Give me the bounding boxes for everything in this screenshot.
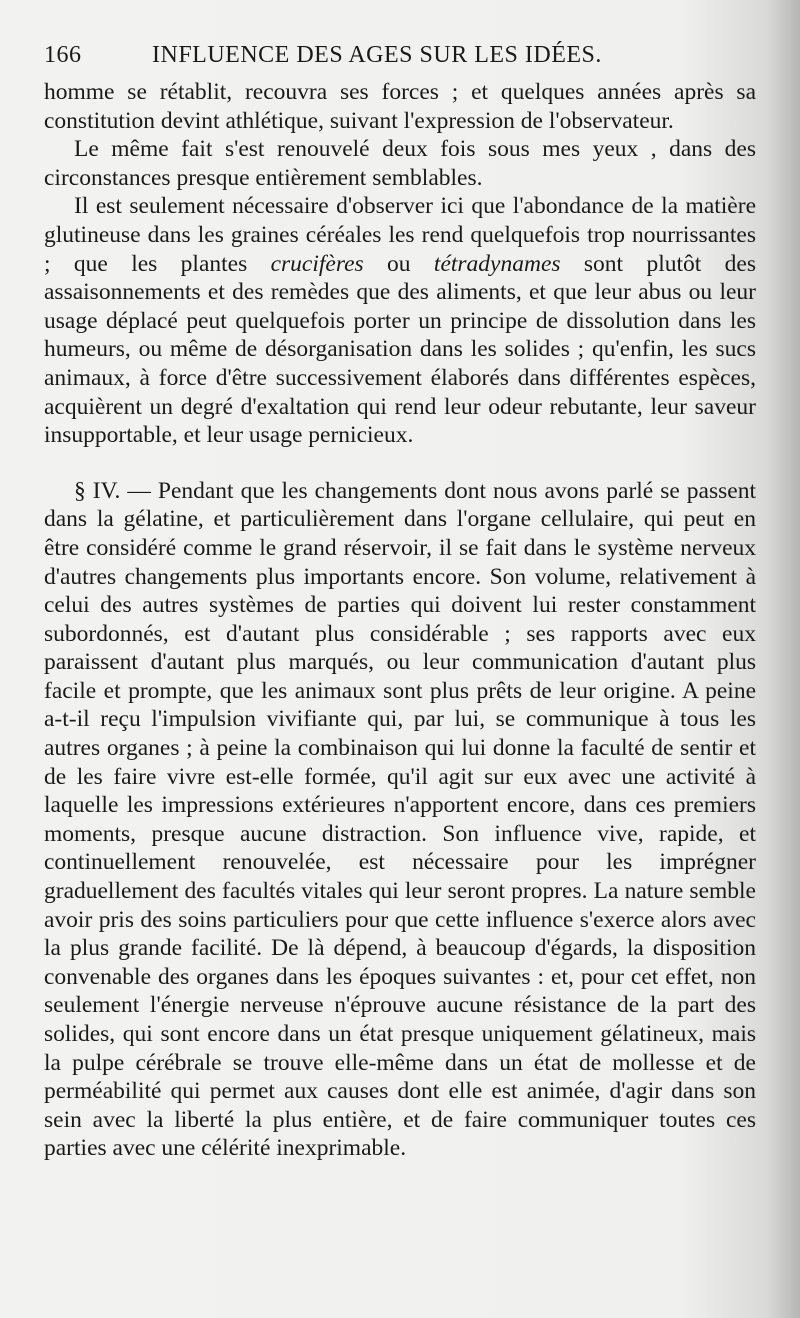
term-tetradynames: tétradynames <box>433 250 561 277</box>
paragraph-3-text-c: ou <box>363 250 434 277</box>
running-title: INFLUENCE DES AGES SUR LES IDÉES. <box>152 42 602 68</box>
paragraph-3-text-a: Il est seulement nécessaire d'observer ici que l'abondance de la matière glutineuse dans les graines céréales les rend quelquefois trop nourrissantes ; que les plantes <box>44 193 756 277</box>
body-text <box>44 78 756 1163</box>
paragraph-1: homme se rétablit, recouvra ses forces ; et quelques années après sa constitution devint athlétique, suivant l'expression de l'observateur. <box>44 79 756 134</box>
paragraph-section-iv: § IV. — Pendant que les changements dont nous avons parlé se passent dans la gélatine, et particulièrement dans l'organe cellulaire, qui peut en être considéré comme le grand réservoir, il se fait dans le système nerveux d'autres changements plus importants encore. Son volume, relativement à celui des autres systèmes de parties qui doivent lui rester constamment subordonnés, est d'autant plus considérable ; ses rapports avec eux paraissent d'autant plus marqués, ou leur communication d'autant plus facile et prompte, que les animaux sont plus prêts de leur origine. A peine a-t-il reçu l'impulsion vivifiante qui, par lui, se communique à tous les autres organes ; à peine la combinaison qui lui donne la faculté de sentir et de les faire vivre est-elle formée, qu'il agit sur eux avec une activité à laquelle les impressions extérieures n'apportent encore, dans ces premiers moments, presque aucune distraction. Son influence vive, rapide, et continuellement renouvelée, est nécessaire pour les imprégner graduellement des facultés vitales qui leur seront propres. La nature semble avoir pris des soins particuliers pour que cette influence s'exerce alors avec la plus grande facilité. De là dépend, à beaucoup d'égards, la disposition convenable des organes dans les époques suivantes : et, pour cet effet, non seulement l'énergie nerveuse n'éprouve aucune résistance de la part des solides, qui sont encore dans un état presque uniquement gélatineux, mais la pulpe cérébrale se trouve elle-même dans un état de mollesse et de perméabilité qui permet aux causes dont elle est animée, d'agir dans son sein avec la liberté la plus entière, et de faire communiquer toutes ces parties avec une célérité inexprimable. <box>44 477 756 1162</box>
paragraph-2: Le même fait s'est renouvelé deux fois sous mes yeux , dans des circonstances presque entièrement semblables. <box>44 136 756 191</box>
section-gap <box>44 450 756 477</box>
term-cruciferes: crucifères <box>270 250 364 277</box>
page-number: 166 <box>44 42 82 68</box>
paragraph-3 <box>44 192 756 449</box>
paragraph-3-text-e: sont plutôt des assaisonnements et des remèdes que des aliments, et que leur abus ou leur usage déplacé peut quelquefois porter un principe de dissolution dans les humeurs, ou même de désorganisation dans les solides ; qu'enfin, les sucs animaux, à force d'être successivement élaborés dans différentes espèces, acquièrent un degré d'exaltation qui rend leur odeur rebutante, leur saveur insupportable, et leur usage pernicieux. <box>44 250 756 449</box>
